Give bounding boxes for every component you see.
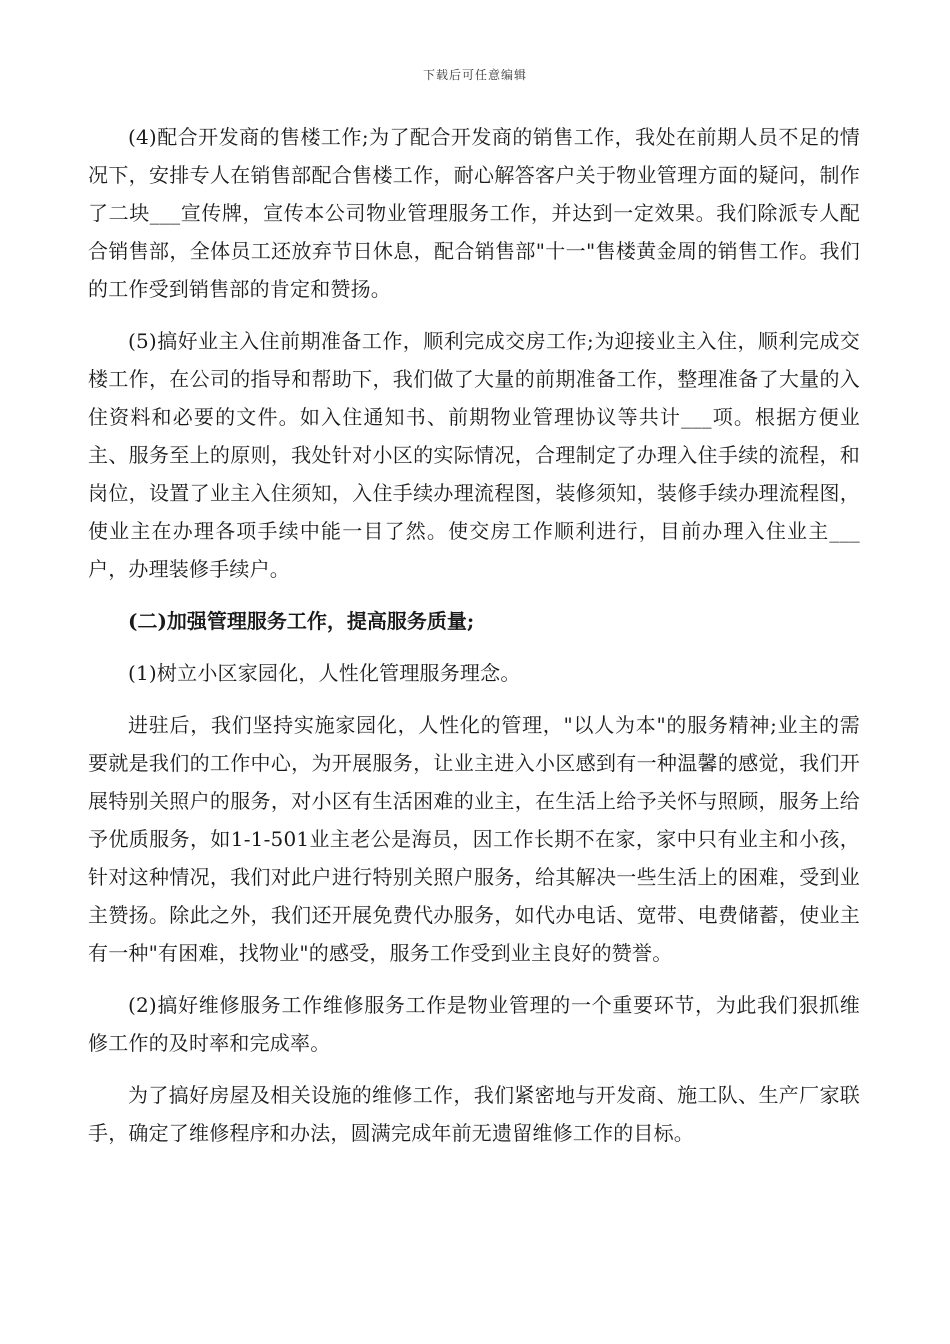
section-heading-service-quality: (二)加强管理服务工作，提高服务质量; [128,609,475,633]
paragraph-sales-support: (4)配合开发商的售楼工作;为了配合开发商的销售工作，我处在前期人员不足的情况下，安排专人在销售部配合售楼工作，耐心解答客户关于物业管理方面的疑问，制作了二块___宣传牌，宣传本公司物业管理服务工作，并达到一定效果。我们除派专人配合销售部，全体员工还放弃节日休息，配合销售部"十一"售楼黄金周的销售工作。我们的工作受到销售部的肯定和赞扬。 [88,125,860,301]
paragraph-gap [88,972,860,986]
paragraph-service-concept: (1)树立小区家园化，人性化管理服务理念。 [128,661,521,685]
paragraph-gap [88,588,860,602]
page-header-note: 下载后可任意编辑 [422,68,527,82]
paragraph-gap [88,308,860,322]
paragraph-maintenance-service: (2)搞好维修服务工作维修服务工作是物业管理的一个重要环节，为此我们狠抓维修工作的及时率和完成率。 [88,993,860,1055]
paragraph-gap [88,692,860,706]
paragraph-humanized-management: 进驻后，我们坚持实施家园化，人性化的管理，"以人为本"的服务精神;业主的需要就是我们的工作中心，为开展服务，让业主进入小区感到有一种温馨的感觉，我们开展特别关照户的服务，对小区有生活困难的业主，在生活上给予关怀与照顾，服务上给予优质服务，如1-1-501业主老公是海员，因工作长期不在家，家中只有业主和小孩，针对这种情况，我们对此户进行特别关照户服务，给其解决一些生活上的困难，受到业主赞扬。除此之外，我们还开展免费代办服务，如代办电话、宽带、电费储蓄，使业主有一种"有困难，找物业"的感受，服务工作受到业主良好的赞誉。 [88,713,860,965]
paragraph-move-in-prep: (5)搞好业主入住前期准备工作，顺利完成交房工作;为迎接业主入住，顺利完成交楼工作，在公司的指导和帮助下，我们做了大量的前期准备工作，整理准备了大量的入住资料和必要的文件。如入住通知书、前期物业管理协议等共计___项。根据方便业主、服务至上的原则，我处针对小区的实际情况，合理制定了办理入住手续的流程，和岗位，设置了业主入住须知，入住手续办理流程图，装修须知，装修手续办理流程图，使业主在办理各项手续中能一目了然。使交房工作顺利进行，目前办理入住业主___户，办理装修手续户。 [88,329,860,581]
paragraph-maintenance-work: 为了搞好房屋及相关设施的维修工作，我们紧密地与开发商、施工队、生产厂家联手，确定了维修程序和办法，圆满完成年前无遗留维修工作的目标。 [88,1083,860,1145]
document-body [88,118,860,1152]
paragraph-gap [88,1062,860,1076]
paragraph-gap [88,640,860,654]
